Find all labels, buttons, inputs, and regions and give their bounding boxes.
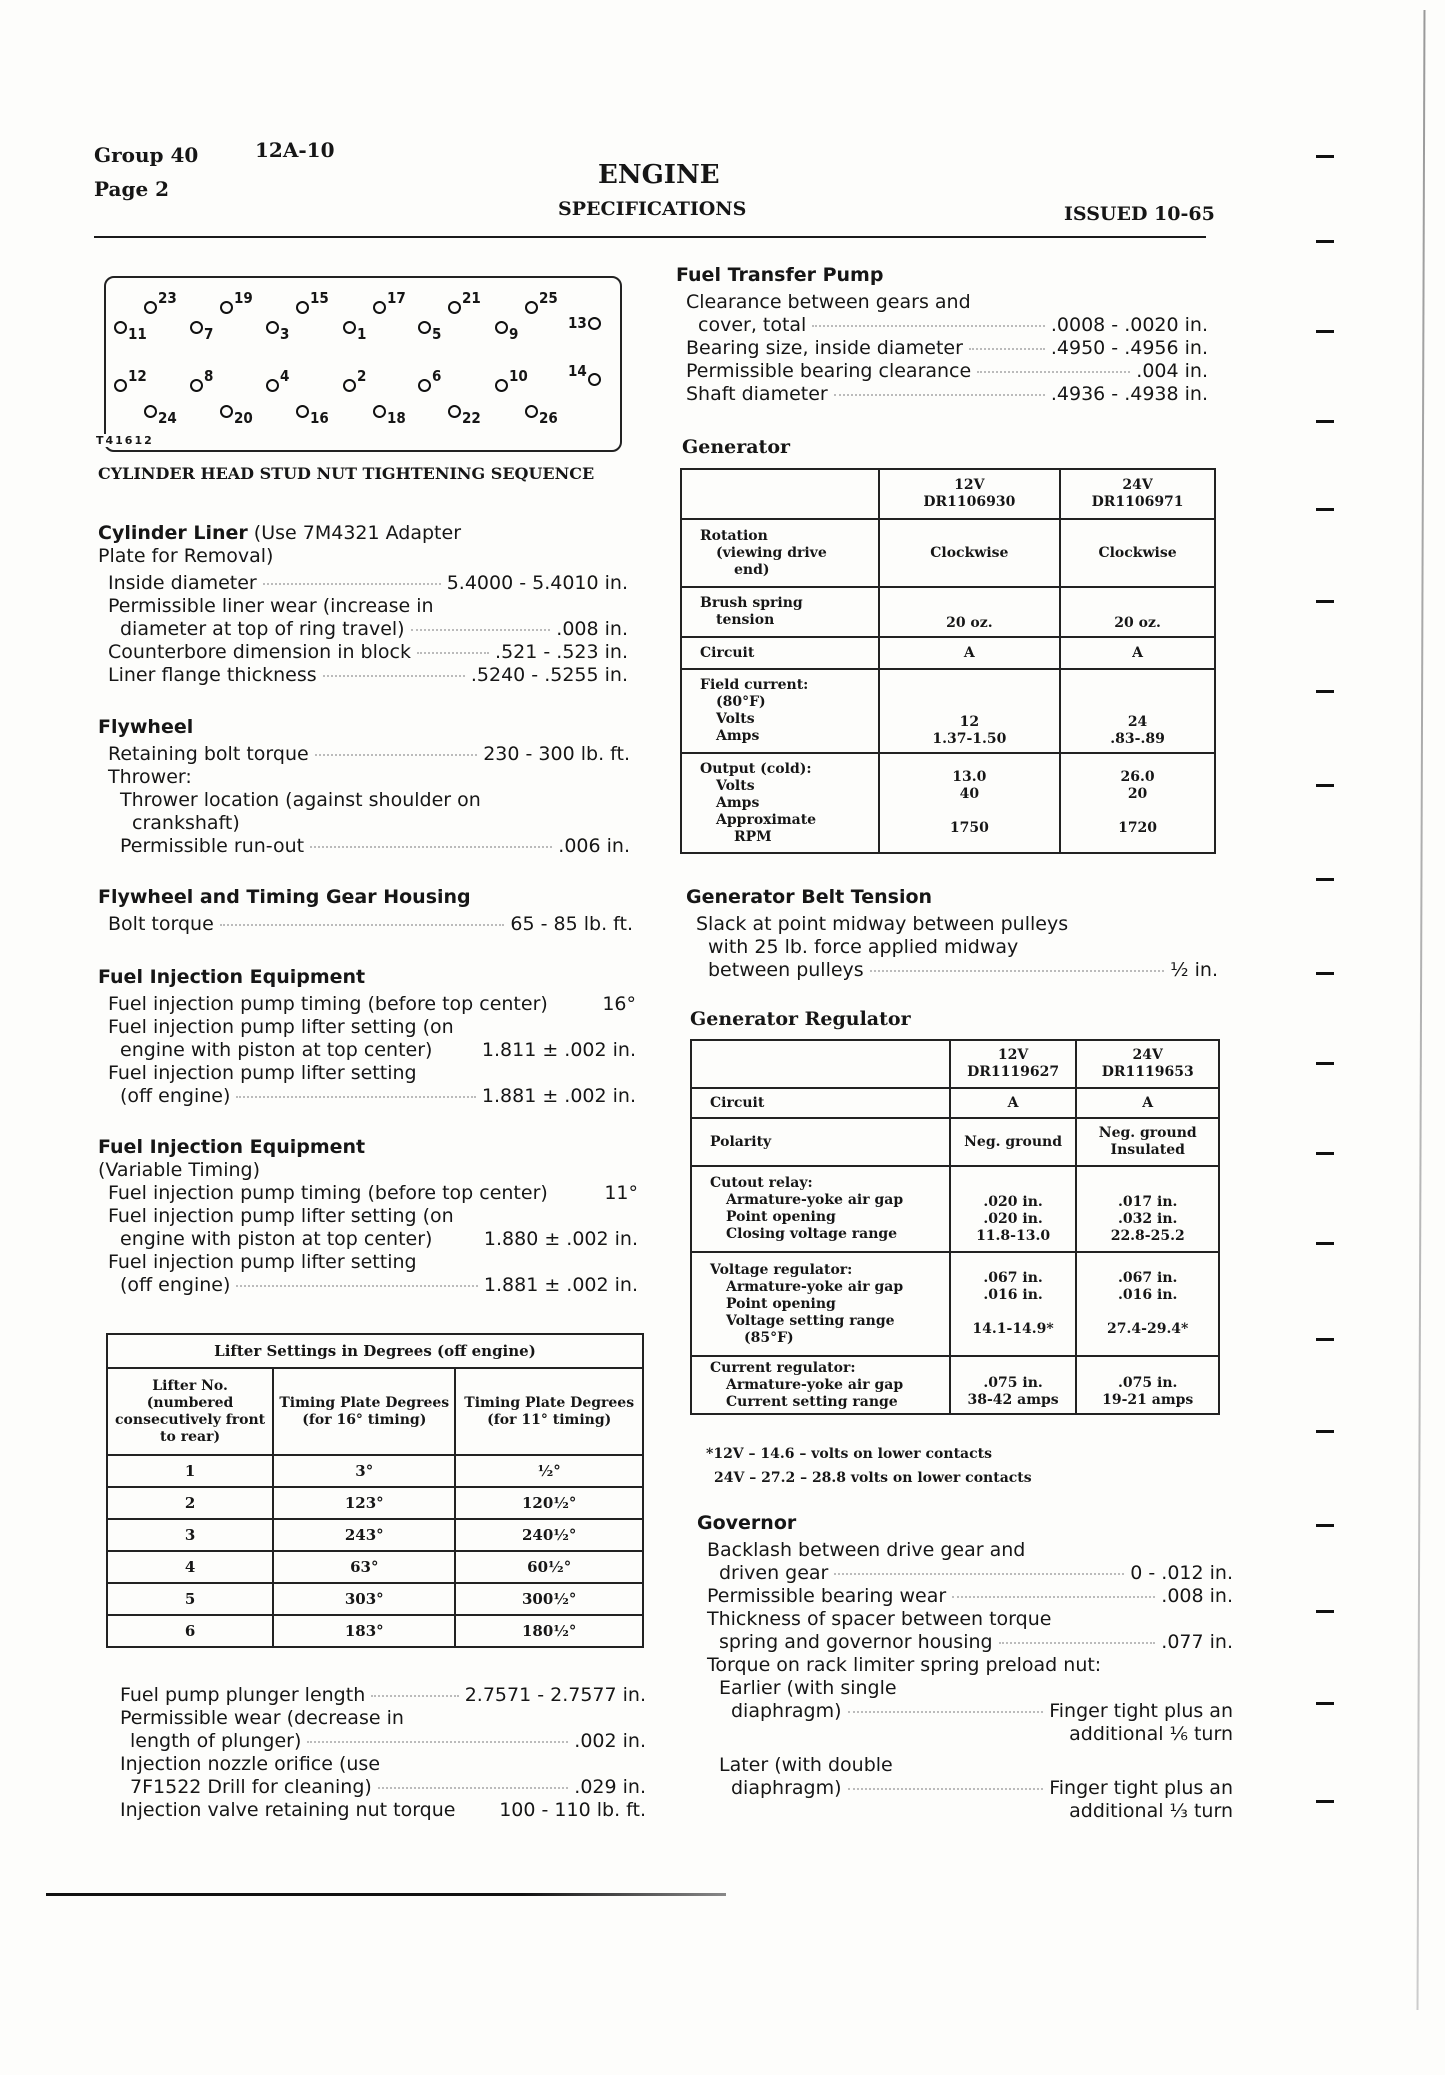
spec-row: Permissible bearing clearance .004 in. bbox=[686, 360, 1208, 382]
stud-hole-icon bbox=[418, 321, 431, 334]
figure-caption: CYLINDER HEAD STUD NUT TIGHTENING SEQUENCE bbox=[98, 464, 595, 483]
doc-code: 12A-10 bbox=[255, 138, 335, 162]
spec-row: diameter at top of ring travel) .008 in. bbox=[120, 618, 628, 640]
stud-marker: 17 bbox=[373, 298, 406, 316]
issued-date: ISSUED 10-65 bbox=[1064, 203, 1215, 225]
stud-hole-icon bbox=[525, 301, 538, 314]
stud-hole-icon bbox=[418, 379, 431, 392]
generator-regulator-table bbox=[690, 1039, 1220, 1415]
spec-row: driven gear 0 - .012 in. bbox=[719, 1562, 1233, 1584]
spec-row: Inside diameter 5.4000 - 5.4010 in. bbox=[108, 572, 628, 594]
table-row: Circuit A A bbox=[681, 637, 1215, 669]
header-group-page bbox=[94, 138, 198, 206]
stud-hole-icon bbox=[588, 317, 601, 330]
stud-hole-icon bbox=[114, 379, 127, 392]
stud-marker: 16 bbox=[296, 402, 329, 420]
stud-hole-icon bbox=[190, 321, 203, 334]
stud-hole-icon bbox=[343, 321, 356, 334]
spec-row: between pulleys ½ in. bbox=[708, 959, 1218, 981]
spec-row: Counterbore dimension in block .521 - .523 in. bbox=[108, 641, 628, 663]
spec-row: Liner flange thickness .5240 - .5255 in. bbox=[108, 664, 628, 686]
section-cylinder-liner: Cylinder Liner (Use 7M4321 Adapter Plate for Removal) Inside diameter 5.4000 - 5.4010 in. Permissible liner wear (increase in diameter at top of ring travel) .008 in. Counterbore dimension in block .521 - .523 in. Liner flange thickness .5240 - .5255 in. bbox=[98, 522, 628, 686]
spec-row: additional ⅙ turn bbox=[1069, 1723, 1233, 1745]
stud-marker: 9 bbox=[495, 318, 518, 336]
stud-marker: 8 bbox=[190, 376, 213, 394]
stud-marker: 23 bbox=[144, 298, 177, 316]
stud-hole-icon bbox=[373, 301, 386, 314]
spec-row: Fuel injection pump timing (before top center) 16° bbox=[108, 993, 636, 1015]
spec-row: Shaft diameter .4936 - .4938 in. bbox=[686, 383, 1208, 405]
footer-divider bbox=[46, 1893, 726, 1896]
page-subtitle: SPECIFICATIONS bbox=[558, 198, 747, 220]
spec-row: Thickness of spacer between torque bbox=[707, 1608, 1052, 1630]
margin-mark bbox=[1316, 330, 1334, 333]
spec-row: Fuel injection pump lifter setting bbox=[108, 1251, 417, 1273]
table-caption: Lifter Settings in Degrees (off engine) bbox=[107, 1334, 643, 1368]
stud-hole-icon bbox=[190, 379, 203, 392]
spec-row: Injection valve retaining nut torque 100 - 110 lb. ft. bbox=[120, 1799, 646, 1821]
margin-mark bbox=[1316, 1062, 1334, 1065]
margin-mark bbox=[1316, 155, 1334, 158]
spec-row: Permissible run-out .006 in. bbox=[120, 835, 630, 857]
spec-row: Permissible bearing wear .008 in. bbox=[707, 1585, 1233, 1607]
lifter-settings-table bbox=[106, 1333, 644, 1648]
section-flywheel bbox=[98, 716, 630, 858]
spec-row: Permissible wear (decrease in bbox=[120, 1707, 404, 1729]
column-header: Lifter No. (numbered consecutively front to rear) bbox=[107, 1368, 273, 1455]
margin-mark bbox=[1316, 972, 1334, 975]
margin-mark bbox=[1316, 1610, 1334, 1613]
spec-row: diaphragm) Finger tight plus an bbox=[731, 1777, 1233, 1799]
section-fuel-pump-plunger bbox=[120, 1684, 646, 1822]
stud-marker: 20 bbox=[220, 402, 253, 420]
stud-marker: 19 bbox=[220, 298, 253, 316]
page-title: ENGINE bbox=[598, 160, 720, 190]
header-divider bbox=[94, 236, 1206, 238]
table-row: Voltage regulator: Armature-yoke air gap Point opening Voltage setting range (85°F) .067 in. .016 in. 14.1-14.9* .067 in. .016 in. 27.4-29.4* bbox=[691, 1252, 1219, 1356]
table-row: Circuit A A bbox=[691, 1088, 1219, 1118]
stud-hole-icon bbox=[220, 301, 233, 314]
page-edge bbox=[1417, 10, 1426, 2010]
stud-hole-icon bbox=[296, 405, 309, 418]
section-title: Fuel Transfer Pump bbox=[676, 264, 884, 286]
spec-row: Clearance between gears and bbox=[686, 291, 971, 313]
stud-marker: 14 bbox=[568, 370, 601, 388]
spec-row: engine with piston at top center) 1.880 ± .002 in. bbox=[120, 1228, 638, 1250]
spec-row: Backlash between drive gear and bbox=[707, 1539, 1026, 1561]
column-header-24v: 24V DR1106971 bbox=[1060, 469, 1215, 519]
spec-row: Retaining bolt torque 230 - 300 lb. ft. bbox=[108, 743, 630, 765]
page-label: Page 2 bbox=[94, 177, 170, 201]
section-fuel-injection-variable: Fuel Injection Equipment (Variable Timing) Fuel injection pump timing (before top center) 11° Fuel injection pump lifter setting (on engine with piston at top center) 1.880 ± .002 in. Fuel injection pump lifter setting (off engine) 1.881 ± .002 in. bbox=[98, 1136, 638, 1296]
stud-hole-icon bbox=[144, 405, 157, 418]
section-title: Flywheel bbox=[98, 716, 194, 738]
column-header: Timing Plate Degrees (for 11° timing) bbox=[455, 1368, 643, 1455]
margin-mark bbox=[1316, 1524, 1334, 1527]
stud-hole-icon bbox=[373, 405, 386, 418]
section-title: Fuel Injection Equipment bbox=[98, 966, 366, 988]
stud-hole-icon bbox=[266, 379, 279, 392]
stud-hole-icon bbox=[114, 321, 127, 334]
margin-mark bbox=[1316, 690, 1334, 693]
spec-row: additional ⅓ turn bbox=[1069, 1800, 1233, 1822]
stud-marker: 18 bbox=[373, 402, 406, 420]
table-row: 3 243° 240½° bbox=[107, 1519, 643, 1551]
margin-mark bbox=[1316, 1242, 1334, 1245]
stud-hole-icon bbox=[144, 301, 157, 314]
column-header: Timing Plate Degrees (for 16° timing) bbox=[273, 1368, 455, 1455]
margin-mark bbox=[1316, 1702, 1334, 1705]
table-row: Current regulator: Armature-yoke air gap Current setting range .075 in. 38-42 amps .075 in. 19-21 amps bbox=[691, 1356, 1219, 1414]
table-row: Cutout relay: Armature-yoke air gap Point opening Closing voltage range .020 in. .020 in. 11.8-13.0 .017 in. .032 in. 22.8-25.2 bbox=[691, 1166, 1219, 1252]
section-generator-belt-tension bbox=[686, 886, 1218, 982]
section-title: Generator Belt Tension bbox=[686, 886, 933, 908]
stud-sequence-diagram bbox=[104, 276, 622, 452]
spec-row: Earlier (with single bbox=[719, 1677, 897, 1699]
stud-marker: 12 bbox=[114, 376, 147, 394]
section-title-generator-regulator: Generator Regulator bbox=[690, 1008, 911, 1030]
stud-marker: 7 bbox=[190, 318, 213, 336]
stud-marker: 2 bbox=[343, 376, 366, 394]
margin-mark bbox=[1316, 508, 1334, 511]
table-row: Rotation (viewing drive end) Clockwise Clockwise bbox=[681, 519, 1215, 587]
spec-row: Fuel injection pump lifter setting (on bbox=[108, 1205, 454, 1227]
spec-row: Thrower: bbox=[108, 766, 192, 788]
spec-row: (off engine) 1.881 ± .002 in. bbox=[120, 1274, 638, 1296]
spec-row: crankshaft) bbox=[132, 812, 240, 834]
margin-mark bbox=[1316, 240, 1334, 243]
spec-row: Later (with double bbox=[719, 1754, 893, 1776]
spec-row: Permissible liner wear (increase in bbox=[108, 595, 434, 617]
section-fuel-transfer-pump bbox=[676, 264, 1208, 406]
spec-row: Fuel injection pump lifter setting bbox=[108, 1062, 417, 1084]
spec-row: Fuel injection pump lifter setting (on bbox=[108, 1016, 454, 1038]
stud-marker: 1 bbox=[343, 318, 366, 336]
section-governor bbox=[697, 1512, 1233, 1823]
section-title: Cylinder Liner bbox=[98, 522, 248, 544]
spec-row: Bolt torque 65 - 85 lb. ft. bbox=[108, 913, 633, 935]
stud-marker: 26 bbox=[525, 402, 558, 420]
margin-mark bbox=[1316, 1152, 1334, 1155]
margin-mark bbox=[1316, 420, 1334, 423]
spec-row: with 25 lb. force applied midway bbox=[708, 936, 1019, 958]
column-header-12v: 12V DR1106930 bbox=[879, 469, 1061, 519]
stud-hole-icon bbox=[448, 301, 461, 314]
margin-mark bbox=[1316, 1800, 1334, 1803]
stud-hole-icon bbox=[588, 373, 601, 386]
table-row: 6 183° 180½° bbox=[107, 1615, 643, 1647]
spec-row: Fuel injection pump timing (before top center) 11° bbox=[108, 1182, 638, 1204]
table-row: Output (cold): Volts Amps Approximate RPM 13.0 40 1750 26.0 20 1720 bbox=[681, 753, 1215, 853]
table-row: 2 123° 120½° bbox=[107, 1487, 643, 1519]
table-row: Brush spring tension 20 oz. 20 oz. bbox=[681, 587, 1215, 637]
stud-hole-icon bbox=[266, 321, 279, 334]
stud-marker: 11 bbox=[114, 318, 147, 336]
spec-row: 7F1522 Drill for cleaning) .029 in. bbox=[130, 1776, 646, 1798]
section-title: Fuel Injection Equipment bbox=[98, 1136, 366, 1158]
stud-marker: 21 bbox=[448, 298, 481, 316]
margin-mark bbox=[1316, 784, 1334, 787]
margin-mark bbox=[1316, 878, 1334, 881]
margin-mark bbox=[1316, 600, 1334, 603]
stud-marker: 3 bbox=[266, 318, 289, 336]
spec-row: diaphragm) Finger tight plus an bbox=[731, 1700, 1233, 1722]
table-row: 5 303° 300½° bbox=[107, 1583, 643, 1615]
stud-hole-icon bbox=[495, 321, 508, 334]
stud-marker: 4 bbox=[266, 376, 289, 394]
spec-row: engine with piston at top center) 1.811 ± .002 in. bbox=[120, 1039, 636, 1061]
spec-row: Thrower location (against shoulder on bbox=[120, 789, 481, 811]
column-header-12v: 12V DR1119627 bbox=[950, 1040, 1077, 1088]
stud-hole-icon bbox=[448, 405, 461, 418]
spec-row: spring and governor housing .077 in. bbox=[719, 1631, 1233, 1653]
section-flywheel-housing bbox=[98, 886, 633, 936]
spec-row: cover, total .0008 - .0020 in. bbox=[698, 314, 1208, 336]
stud-hole-icon bbox=[220, 405, 233, 418]
stud-marker: 25 bbox=[525, 298, 558, 316]
stud-marker: 22 bbox=[448, 402, 481, 420]
stud-marker: 24 bbox=[144, 402, 177, 420]
stud-marker: 6 bbox=[418, 376, 441, 394]
table-row: Polarity Neg. ground Neg. ground Insulated bbox=[691, 1118, 1219, 1166]
section-fuel-injection bbox=[98, 966, 636, 1108]
section-title-generator: Generator bbox=[682, 436, 790, 458]
spec-row: (off engine) 1.881 ± .002 in. bbox=[120, 1085, 636, 1107]
spec-row: Fuel pump plunger length 2.7571 - 2.7577 in. bbox=[120, 1684, 646, 1706]
spec-row: length of plunger) .002 in. bbox=[130, 1730, 646, 1752]
column-header-24v: 24V DR1119653 bbox=[1076, 1040, 1219, 1088]
table-row: 4 63° 60½° bbox=[107, 1551, 643, 1583]
spec-row: Torque on rack limiter spring preload nut: bbox=[707, 1654, 1102, 1676]
table-row: 1 3° ½° bbox=[107, 1455, 643, 1487]
margin-mark bbox=[1316, 1338, 1334, 1341]
section-title: Governor bbox=[697, 1512, 797, 1534]
stud-hole-icon bbox=[495, 379, 508, 392]
group-label: Group 40 bbox=[94, 143, 199, 167]
stud-marker: 5 bbox=[418, 318, 441, 336]
section-title: Flywheel and Timing Gear Housing bbox=[98, 886, 471, 908]
stud-marker: 13 bbox=[568, 314, 601, 332]
stud-marker: 10 bbox=[495, 376, 528, 394]
stud-hole-icon bbox=[296, 301, 309, 314]
spec-row: Bearing size, inside diameter .4950 - .4956 in. bbox=[686, 337, 1208, 359]
margin-mark bbox=[1316, 1430, 1334, 1433]
stud-hole-icon bbox=[525, 405, 538, 418]
regulator-footnote: *12V – 14.6 – volts on lower contacts 24V – 27.2 – 28.8 volts on lower contacts bbox=[706, 1446, 1032, 1486]
spec-row: Injection nozzle orifice (use bbox=[120, 1753, 381, 1775]
generator-table bbox=[680, 468, 1216, 854]
spec-row: Slack at point midway between pulleys bbox=[696, 913, 1069, 935]
figure-code: T41612 bbox=[96, 434, 158, 447]
table-row: Field current: (80°F) Volts Amps 12 1.37-1.50 24 .83-.89 bbox=[681, 669, 1215, 753]
stud-marker: 15 bbox=[296, 298, 329, 316]
stud-hole-icon bbox=[343, 379, 356, 392]
